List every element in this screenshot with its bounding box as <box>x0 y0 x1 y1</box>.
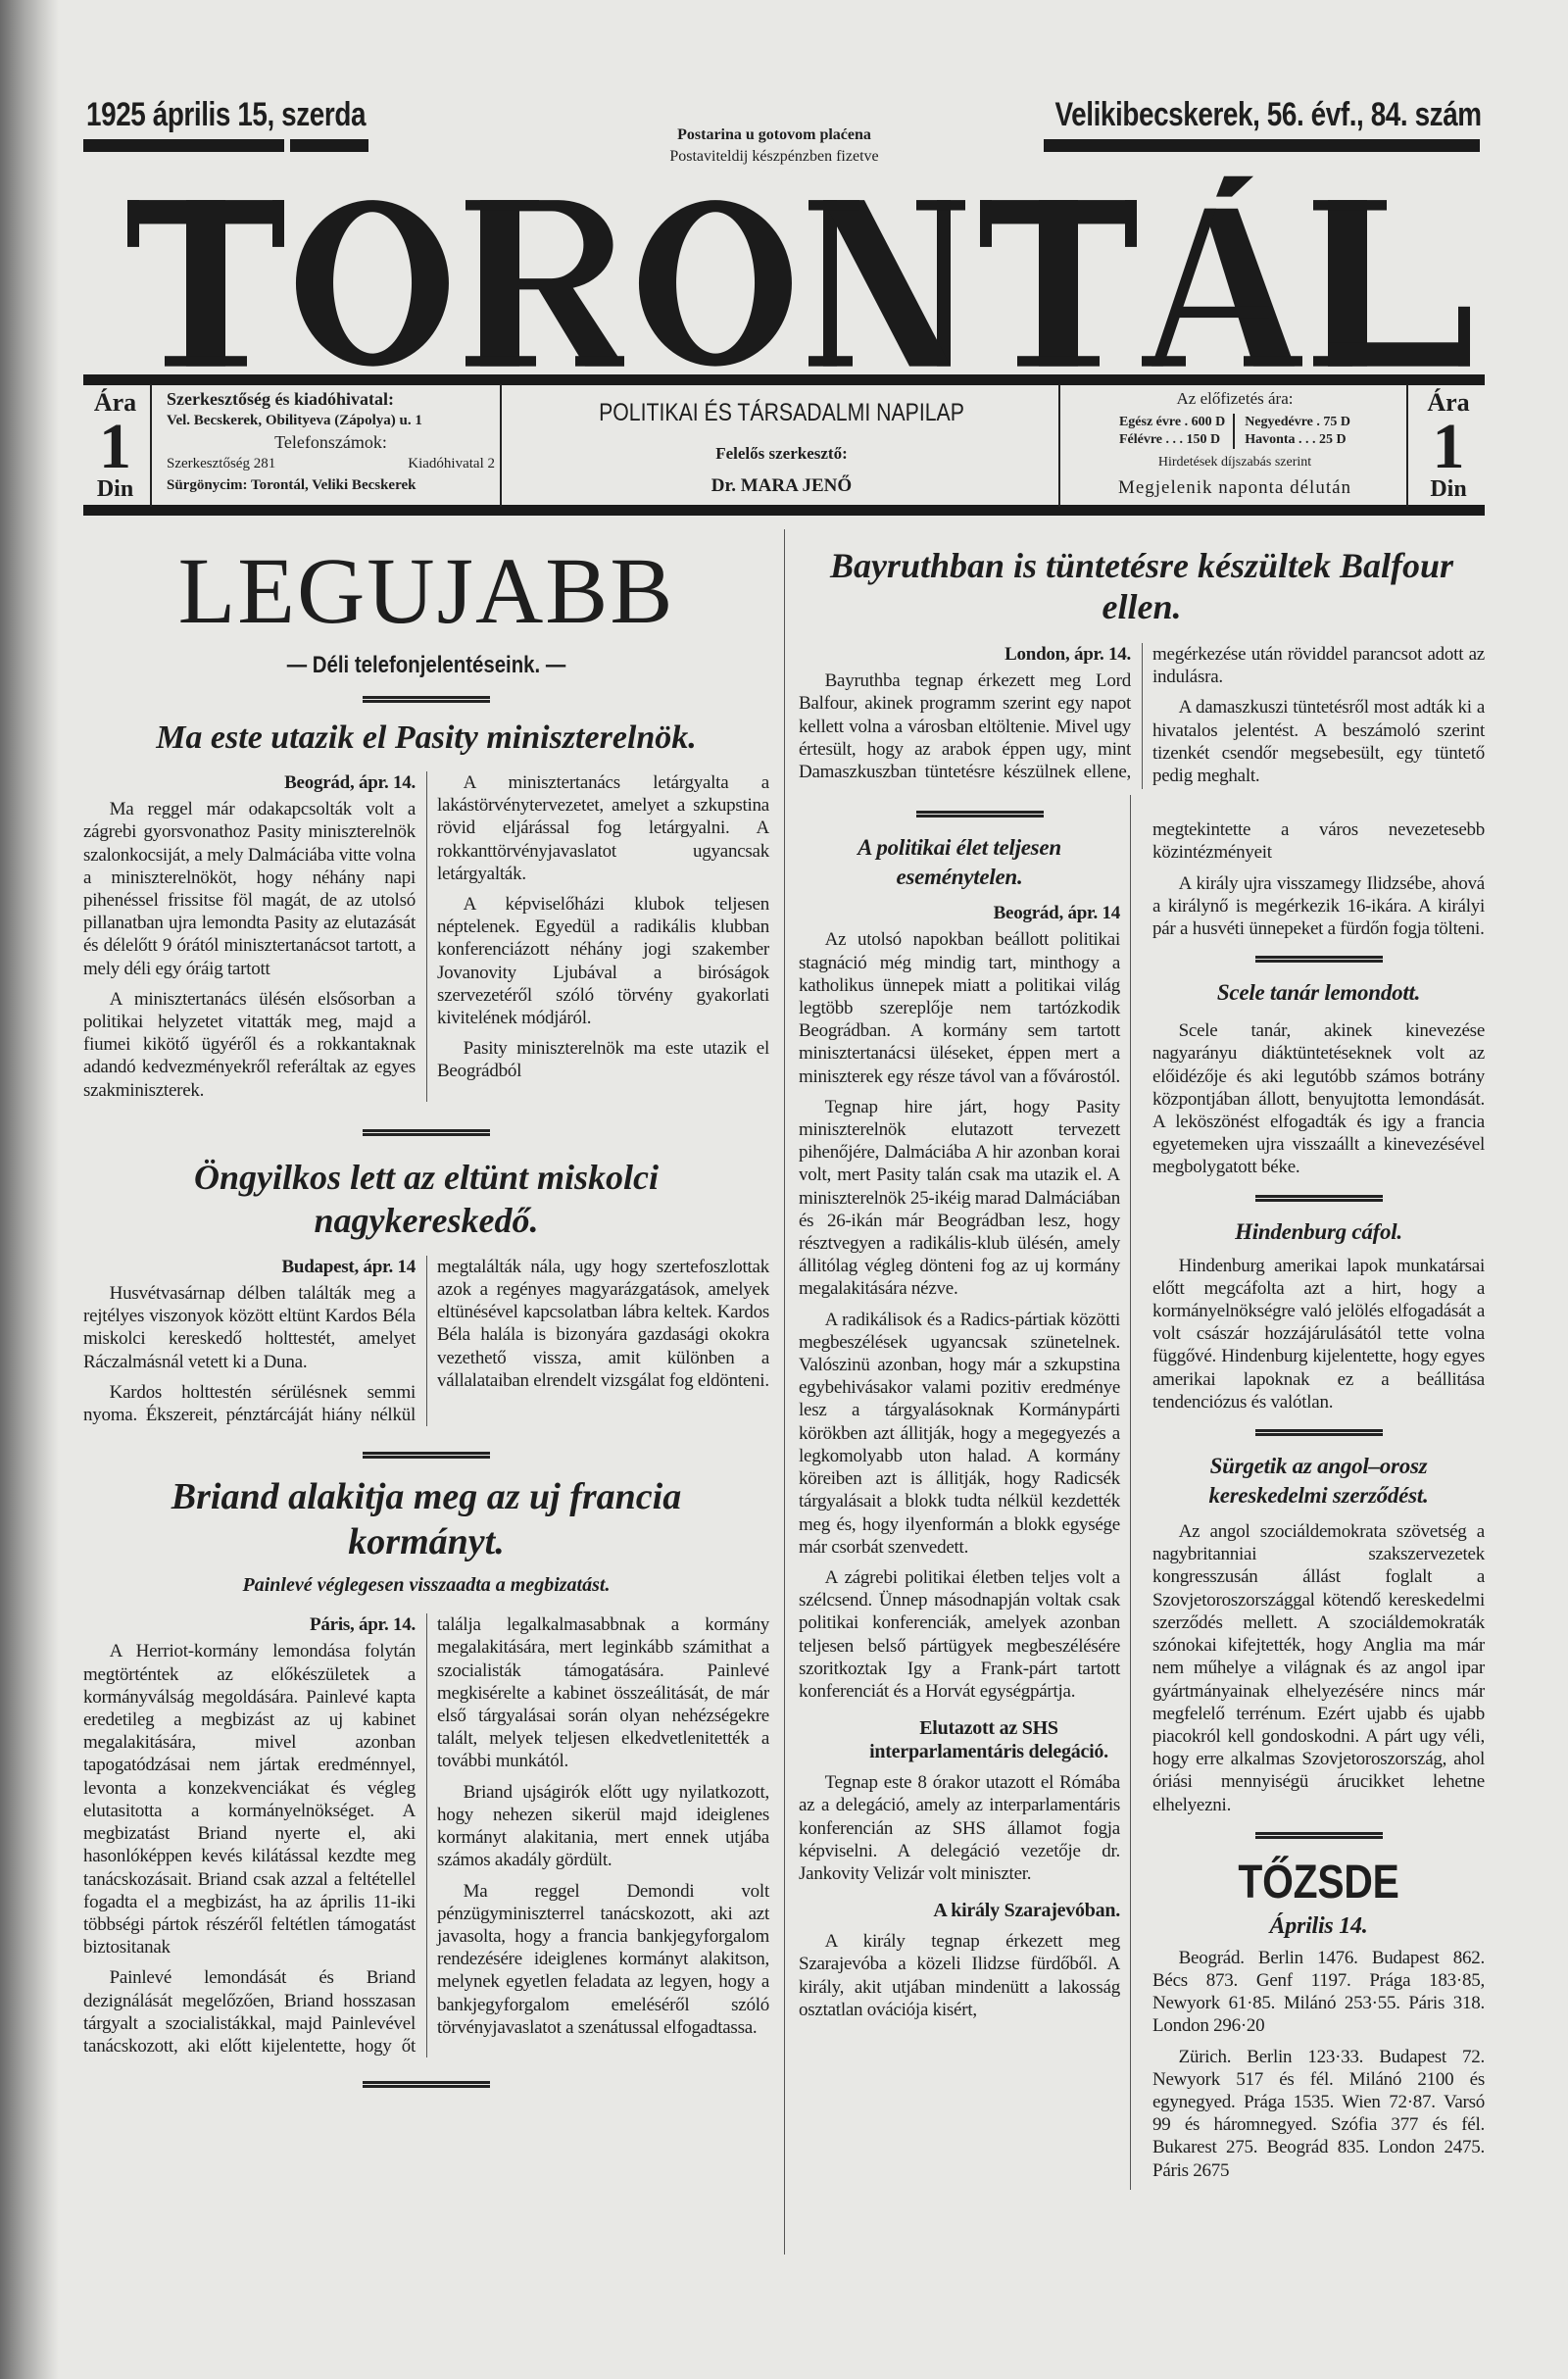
rule <box>363 1129 490 1136</box>
scan-edge <box>0 0 59 2379</box>
phones-title: Telefonszámok: <box>274 432 387 452</box>
paragraph: Tegnap hire járt, hogy Pasity miniszterelnök elutazott tervezett pihenőjére, Dalmáciába A hir azonban korai volt, mert Pasity talán csak ma utazik el. A miniszterelnök 25-ikéig marad Dalmáciában és 26-ikán már Beográdban lesz, hogy résztvegyen a radikális-klub ülésén, amely állitólag végleg dönteni fog az uj kormány megalakitására nézve. <box>799 1096 1120 1300</box>
bourse-title: TŐZSDE <box>1238 1856 1399 1908</box>
subs-month: Havonta . . . 25 D <box>1245 432 1347 447</box>
letter-o <box>296 200 449 367</box>
rule <box>363 696 490 703</box>
paragraph: A minisztertanács letárgyalta a lakástörvénytervezetet, amelyet a szkupstina rövid eljárással fog letárgyalni. A rokkanttörvényjavaslatot ugyancsak letárgyalták. <box>437 772 769 884</box>
price-label: Ára <box>93 388 137 417</box>
left-section <box>83 529 769 2104</box>
price-box-left <box>83 388 147 502</box>
price-unit: Din <box>96 476 134 502</box>
postal-note: Postaviteldij készpénzben fizetve <box>669 148 879 165</box>
center-box <box>505 388 1058 502</box>
headline: Ma este utazik el Pasity miniszterelnök. <box>156 719 697 756</box>
office-title: Szerkesztőség és kiadóhivatal: <box>167 389 394 409</box>
paragraph: Az utolsó napokban beállott politikai stagnáció még mindig tart, minthogy a katholikus ünnepek miatt a politikai világ legtöbb szereplője nem tartózkodik Beográdban. A kormány sem tartott minisztertanácsi üléseket, éppen mert a miniszterek egy része távol van a fővárostól. <box>799 929 1120 1087</box>
office-box <box>167 388 495 502</box>
article-balfour <box>799 545 1485 789</box>
letter-l <box>1313 200 1470 367</box>
subs-year: Egész évre . 600 D <box>1118 415 1226 429</box>
rule <box>1255 1429 1383 1436</box>
paper-subtitle: POLITIKAI ÉS TÁRSADALMI NAPILAP <box>599 399 964 426</box>
letter-t <box>980 200 1137 367</box>
rule <box>1255 1832 1383 1839</box>
section-title: LEGUJABB <box>177 538 675 643</box>
bourse-date: Április 14. <box>1269 1912 1368 1939</box>
price-value: 1 <box>99 411 131 482</box>
column-rule <box>784 529 785 2255</box>
headline: Sürgetik az angol–orosz kereskedelmi szerződést. <box>1208 1454 1429 1509</box>
underline <box>1044 139 1480 152</box>
headline: Öngyilkos lett az eltünt miskolci nagykereskedő. <box>193 1157 660 1240</box>
subs-title: Az előfizetés ára: <box>1176 389 1294 408</box>
paragraph: Husvétvasárnap délben találták meg a rejtélyes viszonyok között eltünt Kardos Béla miskolci kereskedő holttestét, amelyet Ráczalmásnál vetett ki a Duna. <box>83 1283 416 1372</box>
underline <box>290 139 368 152</box>
paragraph: A Herriot-kormány lemondása folytán megtörténtek az előkészületek a kormányválság megoldására. Painlevé kapta eredetileg a megbizást az uj kabinet megalakitására, mivel azonban tapogatódzásai nem jártak eredménnyel, levonta a konzekvenciákat és végleg elutasitotta a kormányelnökséget. A megbizatást Briand nyerte el, aki hasonlóképpen kevés kilátással kezdte meg tanácskozásait. Briand csak azzal a feltétellel fogadta el a megbizást, ha az április 11-iki többségi pártok részéről feltétlen támogatást biztositanak <box>83 1641 416 1958</box>
editor-label: Felelős szerkesztő: <box>715 444 848 463</box>
rule <box>916 811 1044 818</box>
paragraph: A király tegnap érkezett meg Szarajevóba a közeli Ilidzse fürdőből. A király, akit utjában mindenütt a lakosság osztatlan ovációja kisért, <box>799 1931 1120 2020</box>
ads-note: Hirdetések díjszabás szerint <box>1157 455 1312 470</box>
subscription-box <box>1068 388 1401 502</box>
paragraph: Ma reggel már odakapcsolták volt a zágrebi gyorsvonathoz Pasity miniszterelnök szalonkocsiját, a mely Dalmáciába vitte volna a miniszterelnököt, hogy néhány napi pihenéssel frissitse föl magát, de az utolsó pillanatban ujra lemondta Pasity az elutazását és délelőtt 9 órától minisztertanácsot tartott, a mely déli egy óráig tartott <box>83 799 416 979</box>
headline: A politikai élet teljesen eseménytelen. <box>858 835 1061 890</box>
rule <box>363 1452 490 1459</box>
price-unit: Din <box>1430 476 1467 502</box>
divider <box>1058 384 1060 507</box>
paragraph: Kardos holttestén sérülésnek semmi nyoma. Ékszereit, pénztárcáját hiány nélkül megtalálták nála, ugy hogy szertefoszlottak azok a regényes magyarázgatások, amelyek eltünésével kapcsolatban lábra keltek. Kardos Béla halála is bizonyára gazdasági okokra vezethető vissza, amit különben a vállalataiban elrendelt vizsgálat fog eldönteni. <box>83 1256 769 1426</box>
rule <box>83 374 1485 385</box>
paragraph: Bayruthba tegnap érkezett meg Lord Balfour, akinek programm szerint egy napot kellett volna a városban eltöltenie. Mivel ugy értesült, hogy az arabok éppen ugy, mint Damaszkuszban tüntetésre készülnek ellene, megérkezése után röviddel parancsot adott az indulásra. <box>799 644 1485 783</box>
paragraph: A király ujra visszamegy Ilidzsébe, ahová a királynő is megérkezik 16-ikára. A királyi pár a husvéti ünnepeket a fürdőn fogja tölteni. <box>1152 872 1485 940</box>
section-subtitle: — Déli telefonjelentéseink. — <box>286 652 566 678</box>
subheadline: Painlevé véglegesen visszaadta a megbizatást. <box>242 1574 611 1597</box>
issue-number: Velikibecskerek, 56. évf., 84. szám <box>1054 96 1482 133</box>
divider <box>500 384 502 507</box>
article-briand <box>83 1474 769 2057</box>
paragraph: Tegnap este 8 órakor utazott el Rómába az a delegáció, amely az interparlamentáris konferencián az SHS államot fogja képviselni. A delegáció vezetője dr. Jankovity Velizár volt miniszter. <box>799 1772 1120 1884</box>
paragraph: Painlevé lemondását és Briand dezignálását megelőzően, Briand hosszasan tárgyalt a szocialistákkal, majd Painlevével tanácskozott, aki előtt kijelentette, hogy őt találja legalkalmasabbnak a kormány megalakitására, mert leginkább számithat a szocialisták támogatására. Painlevé megkisérelte a kabinet összeálitását, de már első tárgyalásai során olyan nehézségekre talált, melyek teljesen elkedvetlenitették a további munkától. <box>83 1614 769 2057</box>
subs-quarter: Negyedévre . 75 D <box>1245 415 1351 429</box>
paragraph: Ma reggel Demondi volt pénzügyminiszterrel tanácskozott, aki azt javasolta, hogy a francia bankjegyforgalom rendezésére ideiglenes kormányt alakitson, melynek egyetlen feladata az legyen, hogy a bankjegyforgalom emeléséről szóló törvényjavaslatot a szenátussal elfogadtassa. <box>437 1880 769 2038</box>
underline <box>83 139 284 152</box>
dateline: Budapest, ápr. 14 <box>281 1256 416 1277</box>
divider <box>150 384 152 507</box>
headline: A király Szarajevóban. <box>933 1900 1120 1922</box>
letter-a-acute <box>1142 176 1302 367</box>
exchange-rates: Beográd. Berlin 1476. Budapest 862. Bécs 873. Genf 1197. Prága 183·85, Newyork 61·85. Milánó 253·55. Páris 318. London 296·20 <box>1152 1947 1485 2037</box>
telegram-address: Sürgönycim: Torontál, Veliki Becskerek <box>167 477 416 493</box>
letter-n <box>808 200 965 367</box>
headline: Elutazott az SHS interparlamentáris delegáció. <box>869 1717 1108 1763</box>
publication-note: Megjelenik naponta délután <box>1117 477 1352 498</box>
right-column-b <box>1152 795 1485 2190</box>
rule <box>1255 956 1383 963</box>
paragraph: A damaszkuszi tüntetésről most adták ki a hivatalos jelentést. A beszámoló szerint tizenkét csendőr megsebesült, egy tüntető pedig meghalt. <box>1152 697 1485 787</box>
article-pasity <box>83 719 769 1102</box>
price-box-right <box>1414 388 1483 502</box>
paragraph: A radikálisok és a Radics-pártiak közötti megbeszélések ugyancsak szünetelnek. Valószinü azonban, hogy már a szkupstina egybehivásakor valami pozitiv eredménye lesz a tárgyalásoknak Kormánypárti körökben azt állitják, hogy a megegyezés a legkomolyabb uton halad. A kormány köreiben azt is állitják, hogy Radicsék tárgyalásait a blokk tudta nélkül kezdették meg és, hogy ilyenformán a blokk egysége már csorbát szenvedett. <box>799 1309 1120 1558</box>
paragraph: A zágrebi politikai életben teljes volt a szélcsend. Ünnep másodnapján voltak csak politikai konferenciák, amelyek azonban teljesen belső pártügyek megbeszélésére szoritkoztak Igy a Frank-párt tartott konferenciát és a Horvát egységpártja. <box>799 1566 1120 1702</box>
phone-office: Kiadóhivatal 2 <box>408 456 495 471</box>
right-column-a <box>799 795 1131 2190</box>
letter-r <box>466 200 624 367</box>
dateline: London, ápr. 14. <box>1004 644 1131 665</box>
paragraph: Scele tanár, akinek kinevezése nagyarányu diáktüntetéseknek volt az előidézője és aki legutóbb számos botrány központjában állott, benyujtotta lemondását. A leköszönést elfogadták és igy a francia egyetemeken ujra visszaállt a kinevezésével megbolygatott béke. <box>1152 1020 1485 1178</box>
issue-date: 1925 április 15, szerda <box>86 96 367 133</box>
letter-t <box>127 200 284 367</box>
headline: Bayruthban is tüntetésre készültek Balfour ellen. <box>829 546 1454 626</box>
paragraph: A képviselőházi klubok teljesen néptelenek. Egyedül a radikális klubban konferenciázott néhány jogi szakember Jovanovity Ljubával a biróságok szervezetéről szóló törvény gyakorlati kivitelének módjáról. <box>437 894 769 1029</box>
right-section <box>799 529 1485 2190</box>
dateline: Beográd, ápr. 14 <box>993 903 1120 924</box>
headline: Hindenburg cáfol. <box>1235 1218 1402 1244</box>
article-kardos <box>83 1156 769 1426</box>
exchange-rates: Zürich. Berlin 123·33. Budapest 72. Newyork 517 és fél. Milánó 2100 és egynegyed. Prága 1535. Wien 72·87. Varsó 99 és háromnegyed. Szófia 377 és fél. Bukarest 275. Beográd 835. London 2475. Páris 2675 <box>1152 2046 1485 2181</box>
headline: Briand alakitja meg az uj francia kormányt. <box>171 1476 682 1563</box>
price-value: 1 <box>1432 411 1465 482</box>
address: Vel. Becskerek, Obilityeva (Zápolya) u. 1 <box>167 413 422 428</box>
postal-note: Postarina u gotovom plaćena <box>677 126 871 143</box>
headline: Scele tanár lemondott. <box>1216 980 1421 1006</box>
rule <box>1255 1195 1383 1202</box>
rule <box>83 505 1485 516</box>
letter-o <box>639 200 792 367</box>
paragraph: Az angol szociáldemokrata szövetség a nagybritanniai szakszervezetek kongresszusán állást foglalt a Szovjetoroszországgal kötendő kereskedelmi szerződés mellett. A szociáldemokraták szónokai kifejtették, hogy Anglia ma már nem műhelye a világnak és az angol ipar gyártmányainak elhelyezésére nincs már megfelelő terrénum. Ezért ujabb és ujabb piacokról kell gondoskodni. A párt ugy véli, hogy erre alkalmas Szovjetoroszország, ahol óriási mennyiségü árucikket lehetne elhelyezni. <box>1152 1521 1485 1815</box>
paragraph: Briand ujságirók előtt ugy nyilatkozott, hogy nehezen sikerül majd ideiglenes kormányt alakitania, mert ennek utjába számos akadály gördült. <box>437 1781 769 1871</box>
divider <box>1406 384 1408 507</box>
dateline: Páris, ápr. 14. <box>310 1614 416 1636</box>
paragraph: megtekintette a város nevezetesebb közintézményeit <box>1152 819 1485 864</box>
masthead-logo <box>127 174 1470 371</box>
price-label: Ára <box>1427 388 1470 417</box>
paragraph: A minisztertanács ülésén elsősorban a politikai helyzetet vitatták meg, majd a fiumei kikötő ügyéről és a rokkantaknak adandó kedvezményekről referáltak az egyes szakminiszterek. <box>83 988 416 1101</box>
editor-name: Dr. MARA JENŐ <box>710 475 853 496</box>
paragraph: Hindenburg amerikai lapok munkatársai előtt megcáfolta azt a hirt, hogy a kormányelnökségre való jelölés elfogadását a volt császár hozzájárulásától tette volna függővé. Hindenburg kijelentette, hogy egyes amerikai lapoknak ez a beállitása tendenciózus és valótlan. <box>1152 1255 1485 1413</box>
phone-editorial: Szerkesztőség 281 <box>167 456 276 471</box>
rule <box>363 2081 490 2088</box>
paragraph: Pasity miniszterelnök ma este utazik el Beográdból <box>437 1038 769 1082</box>
dateline: Beográd, ápr. 14. <box>284 772 416 793</box>
subs-half: Félévre . . . 150 D <box>1118 432 1221 447</box>
